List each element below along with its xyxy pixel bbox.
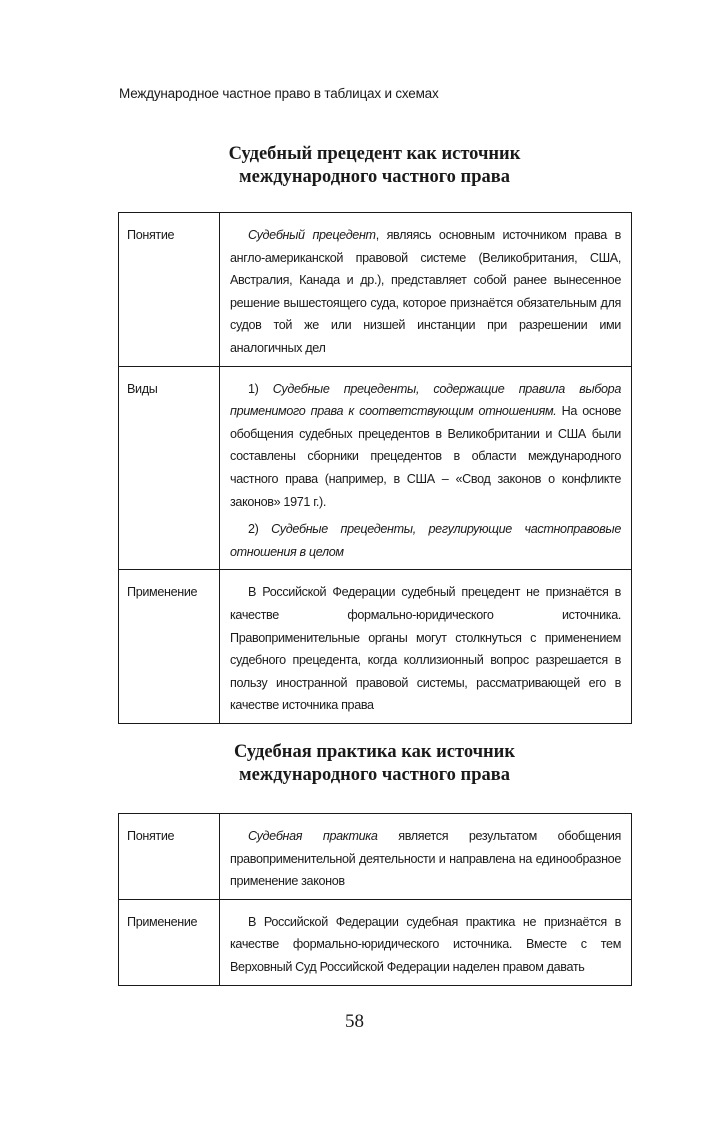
practice-table bbox=[118, 813, 632, 986]
row-content-application bbox=[220, 570, 632, 724]
types-item2-prefix: 2) bbox=[248, 522, 272, 537]
practice-concept-paragraph bbox=[230, 825, 621, 893]
section1-title-line2: международного частного права bbox=[239, 167, 510, 187]
practice-concept-term: Судебная практика bbox=[248, 829, 378, 843]
row-label-types: Виды bbox=[119, 366, 220, 570]
row-label-concept: Понятие bbox=[119, 213, 220, 367]
section2-title-line2: международного частного права bbox=[239, 765, 510, 785]
types-item2-term: Судебные прецеденты, регулирующие частноправовые отношения в целом bbox=[230, 522, 621, 559]
types-item-1 bbox=[230, 378, 621, 514]
concept-paragraph bbox=[230, 224, 621, 360]
types-item1-term: Судебные прецеденты, содержащие правила выбора применимого права к соответствующим отношениям. bbox=[230, 381, 621, 419]
row-label-concept: Понятие bbox=[119, 814, 220, 900]
concept-term: Судебный прецедент bbox=[248, 228, 376, 242]
row-content-types bbox=[220, 366, 632, 570]
table-row bbox=[119, 899, 632, 985]
precedent-table bbox=[118, 212, 632, 724]
table-row bbox=[119, 814, 632, 900]
running-head: Международное частное право в таблицах и схемах bbox=[119, 86, 439, 101]
row-content-concept bbox=[220, 213, 632, 367]
row-label-application: Применение bbox=[119, 570, 220, 724]
table-row bbox=[119, 570, 632, 724]
concept-text: , являясь основным источником права в англо-американской правовой системе (Великобритания, США, Австралия, Канада и др.), представляет собой ранее вынесенное решение вышестоящего суда, которое признаётся обязательным для судов той же или низшей инстанции при разрешении ими аналогичных дел bbox=[230, 228, 621, 355]
page-number: 58 bbox=[345, 1011, 364, 1032]
section1-title bbox=[100, 143, 649, 189]
section1-title-line1: Судебный прецедент как источник bbox=[228, 144, 521, 164]
types-item1-prefix: 1) bbox=[248, 381, 273, 396]
row-content-concept bbox=[220, 814, 632, 900]
section2-title bbox=[100, 741, 649, 787]
practice-concept-text: является результатом обобщения правоприменительной деятельности и направлена на единообразное применение законов bbox=[230, 829, 621, 889]
row-label-application: Применение bbox=[119, 899, 220, 985]
section2-title-line1: Судебная практика как источник bbox=[233, 742, 515, 762]
application-paragraph: В Российской Федерации судебный прецедент не признаётся в качестве формально-юридического источника. Правоприменительные органы могут столкнуться с применением судебного прецедента, когда коллизионный вопрос разрешается в пользу иностранной правовой системы, рассматривающей его в качестве источника права bbox=[230, 585, 621, 713]
row-content-application bbox=[220, 899, 632, 985]
table-row bbox=[119, 366, 632, 570]
types-item-2 bbox=[230, 518, 621, 563]
types-item1-text: На основе обобщения судебных прецедентов в Великобритании и США были составлены сборники прецедентов в области международного частного права (например, в США – «Свод законов о конфликте законов» 1971 г.). bbox=[230, 404, 621, 509]
practice-application-paragraph: В Российской Федерации судебная практика не признаётся в качестве формально-юридического источника. Вместе с тем Верховный Суд Российской Федерации наделен правом давать bbox=[230, 914, 621, 974]
table-row bbox=[119, 213, 632, 367]
